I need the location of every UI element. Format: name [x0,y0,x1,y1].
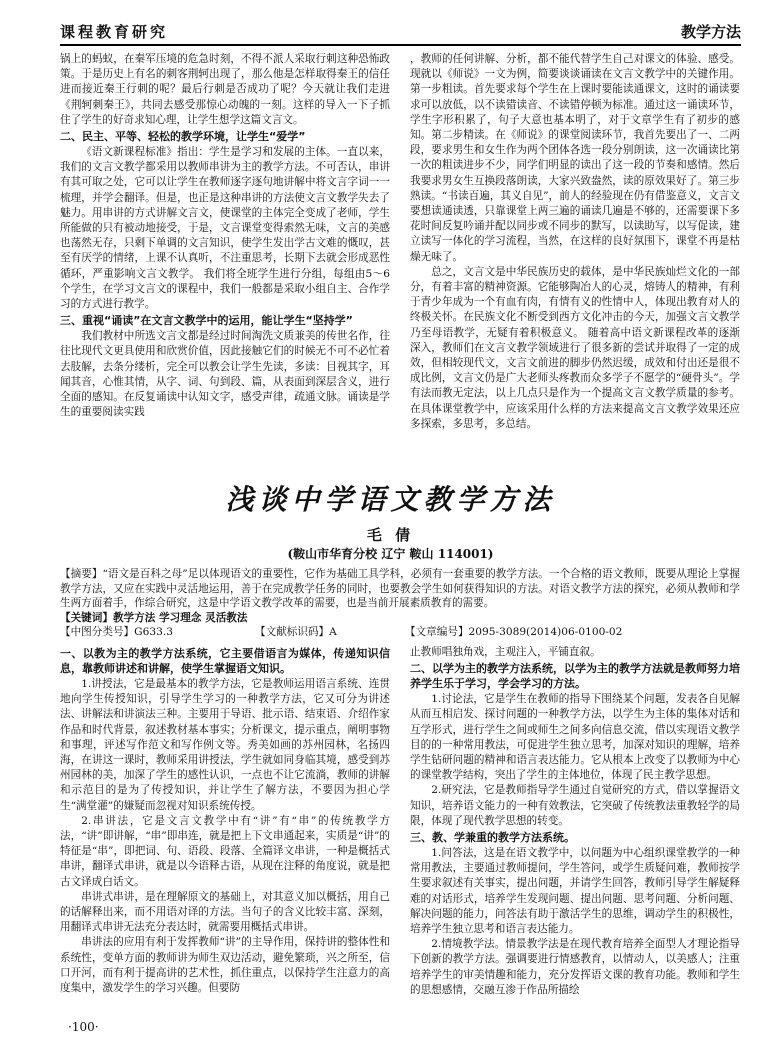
paragraph: 《语文新课程标准》指出：学生是学习和发展的主体。一直以来，我们的文言文教学都采用以教师串讲为主的教学方法。不可否认，串讲有其可取之处，它可以让学生在教师逐字逐句地讲解中将文言字词一一梳理，并学会翻译。但是，也正是这种串讲的方法使文言文教学失去了魅力。用串讲的方式讲解文言文，使课堂的主体完全变成了老师，学生所能做的只有被动地接受，于是，文言课堂变得索然无味，文言的美感也荡然无存，只剩下单调的文言知识，使学生发出学古文难的慨叹，甚至有厌学的情绪，上课不认真听，不注重思考，长期下去就会形成恶性循环，严重影响文言文教学。 我们将全班学生进行分组，每组由5～6个学生，在学习文言文的课程中，我们一般都是采取小组自主、合作学习的方式进行教学。 [60,146,390,311]
section-heading: 三、教、学兼重的教学方法系统。 [410,831,575,845]
article-author: 毛 倩 [366,526,415,544]
page-number: ·100· [68,1020,99,1034]
abstract-text: 【摘要】“语文是百科之母”足以体现语文的重要性，它作为基础工具学科，必须有一套重要的教学方法。一个合格的语文教师，既要从理论上掌握教学方法，又应在实践中灵活地运用，善于在完成教学任务的同时，也要教会学生如何获得知识的方法。对语文教学方法的探究，必须从教师和学生两方面着手，作综合研究，这是中学语文教学改革的需要，也是当前开展素质教育的需要。 [60,568,740,610]
keywords: 【关键词】教学方法 学习理念 灵活教法 [60,611,248,624]
paragraph: 我们教材中所选文言文都是经过时间淘洗文质兼美的传世名作，往往比现代文更具使用和欣赏价值，因此接触它们的时候无不可不必忙着去肢解，去条分缕析，完全可以教会让学生先读，多读：目视其字，耳闻其音，心惟其情，从字、词、句到段、篇，从表面到深层含义，进行全面的感知。在反复诵读中认知文字，感受声律，疏通文脉。诵读是学生的重要阅读实践 [60,330,390,419]
article-title: 浅谈中学语文教学方法 [225,483,556,516]
article-number: 【文章编号】2095-3089(2014)06-0100-02 [405,626,623,638]
top-right-column [410,52,740,462]
paragraph: 2.研究法，它是教师指导学生通过自觉研究的方式，借以掌握语文知识，培养语文能力的一种有效教法，它突破了传统教法重教轻学的局限，体现了现代教学思想的转变。 [410,784,740,827]
running-header [60,18,741,46]
paragraph: 锅上的蚂蚁，在秦军压境的危急时刻，不得不派人采取行刺这种恐怖政策。于是历史上有名的刺客荆轲出现了，那么他是怎样取得秦王的信任进而接近秦王行刺的呢？最后行刺是否成功了呢？今天就让我们走进《荆轲刺秦王》，共同去感受那惊心动魄的一刻。这样的导入一下子抓住了学生的好奇求知心理，让学生想学这篇文言文。 [60,53,390,126]
abstract [60,567,740,625]
paragraph: 1.问答法，这是在语文教学中，以问题为中心组织课堂教学的一种常用教法，主要通过教师提问，学生答问，或学生质疑问难，教师按学生要求叙述有关事实，提出问题，并请学生回答，教师引导学生解疑释难的对话形式，培养学生发现问题、提出问题、思考问题、分析问题、解决问题的能力，问答法有助于激活学生的思维，调动学生的积极性，培养学生独立思考和语言表达能力。 [410,847,740,936]
author-affiliation: (鞍山市华育分校 辽宁 鞍山 114001) [287,547,494,561]
document-code: 【文献标识码】A [255,626,337,638]
section-heading: 二、民主、平等、轻松的教学环境，让学生“爱学” [60,130,306,144]
paragraph: 1.讨论法，它是学生在教师的指导下围绕某个问题，发表各自见解从而互相启发、探讨问题的一种教学方法，以学生为主体的集体对话和互学形式，进行学生之间或师生之间多向信息交流，借以实现语文教学目的的一种常用教法，可促进学生独立思考，加深对知识的理解，培养学生钻研问题的精神和语言表达能力。它从根本上改变了以教师为中心的课堂教学结构，突出了学生的主体地位，体现了民主教学思想。 [410,693,740,782]
paragraph: 串讲式串讲，是在理解原文的基础上，对其意义加以概括，用自己的话解释出来，而不用语对译的方法。当句子的含义比较丰富、深刻，用翻译式串讲无法充分表达时，就需要用概括式串讲。 [60,890,390,934]
paragraph: 2.串讲法，它是文言文教学中有“讲”有“串”的传统教学方法，“讲”即讲解，“串”即串连，就是把上下文串通起来，实质是“讲”的特征是“串”，即把词、句、语段、段落、全篇译文串讲，一种是概括式串讲，翻译式串讲，就是以今语释古语，从现在注释的角度说，就是把古文译成白话文。 [60,814,390,888]
section-heading: 三、重视“诵读”在文言文教学中的运用，能让学生“坚持学” [60,314,353,328]
bottom-left-column [60,645,390,1015]
top-left-column [60,52,390,462]
bottom-right-column [410,645,740,1035]
section-name: 教学方法 [680,23,741,41]
clc-number: 【中图分类号】G633.3 [60,626,173,638]
journal-name: 课程教育研究 [60,23,169,41]
paragraph: 串讲法的应用有利于发挥教师“讲”的主导作用，保持讲的整体性和系统性，变单方面的教师讲为师生双边活动，避免繁琐，兴之所至，信口开河，而有利于提高讲的艺术性，抓住重点，以保持学生注意力的高度集中，激发学生的学习兴趣。但要防 [60,936,390,995]
paragraph: 1.讲授法，它是最基本的教学方法，它是教师运用语言系统、连贯地向学生传授知识，引导学生学习的一种教学方法，它又可分为讲述法、讲解法和讲演法三种。主要用于导语、批示语、结束语、介绍作家作品和时代背景，叙述教材基本事实；分析课文，提示重点，阐明事物和事理，评述写作范文和写作例文等。秀美如画的苏州园林，名扬四海，在讲这一课时，教师采用讲授法，学生就如同身临其境，感受到苏州园林的美，加深了学生的感性认识，一点也不让它流淌，教师的讲解和示范目的是为了传授知识，并让学生了解方法，不要因为担心学生“满堂灌”的嫌疑而忽视对知识系统传授。 [60,678,390,812]
paragraph: 2.情境教学法。情景教学法是在现代教育培养全面型人才理论指导下创新的教学方法。强调要进行情感教育，以情动人，以美感人；注重培养学生的审美情趣和能力，充分发挥语文课的教育功能。教师和学生的思想感情，交融互渗于作品所描绘 [410,938,740,996]
paragraph: 总之，文言文是中华民族历史的载体，是中华民族灿烂文化的一部分，有着丰富的精神资源。它能够陶冶人的心灵，熔铸人的精神，有利于青少年成为一个有血有肉，有情有义的性情中人，体现出教育对人的终极关怀。在民族文化不断受到西方文化冲击的今天，加强文言文教学乃至母语教学，无疑有着积极意义。 随着高中语文新课程改革的逐渐深入，教师们在文言文教学领域进行了很多新的尝试并取得了一定的成效，但相较现代文，文言文前进的脚步仍然迟缓，成效和付出还是很不成比例，文言文仍是广大老师头疼教而众多学子不愿学的“硬骨头”。学有法而教无定法，以上几点只是作为一个提高文言文教学质量的参考。在具体课堂教学中，应该采用什么样的方法来提高文言文教学效果还应多探索，多思考，多总结。 [410,265,740,430]
section-heading: 一、以教为主的教学方法系统，它主要借语言为媒体，传递知识信息，靠教师讲述和讲解，使学生掌握语文知识。 [60,647,390,675]
section-heading: 二、以学为主的教学方法系统，以学为主的教学方法就是教师努力培养学生乐于学习，学会学习的方法。 [410,662,740,691]
paragraph: ，教师的任何讲解、分析，都不能代替学生自己对课文的体验、感受。现就以《师说》一文为例，简要谈谈诵读在文言文教学中的关键作用。 第一步粗读。首先要求每个学生在上课时要能读通课文，这时的诵读要求可以放低，以不读错读音、不读错停顿为标准。通过这一诵读环节，学生字形积累了，句子大意也基本明了，对于文章学生有了初步的感知。第二步精读。在《师说》的课堂阅读环节，我首先要出了一、二两段，要求男生和女生作为两个团体各选一段分别朗读，这一次诵读比第一次的粗读进步不少，同学们明显的读出了这一段的节奏和感情。然后我要求男女生互换段落朗读，大家兴致盎然，读的原效果好了。第三步熟读。“书读百遍，其义自见”，前人的经验现在仍有借鉴意义，文言文要想读通读透，只靠课堂上两三遍的诵读几遍是不够的，还需要课下多花时间反复吟诵并配以同步或不同步的默写，以读助写，以写促读，建立读写一体化的学习流程，当然，在这样的良好氛围下，课堂不再是枯燥无味了。 [410,53,740,263]
paragraph: 止教师唱独角戏，主观注入，平铺直叙。 [410,646,601,658]
